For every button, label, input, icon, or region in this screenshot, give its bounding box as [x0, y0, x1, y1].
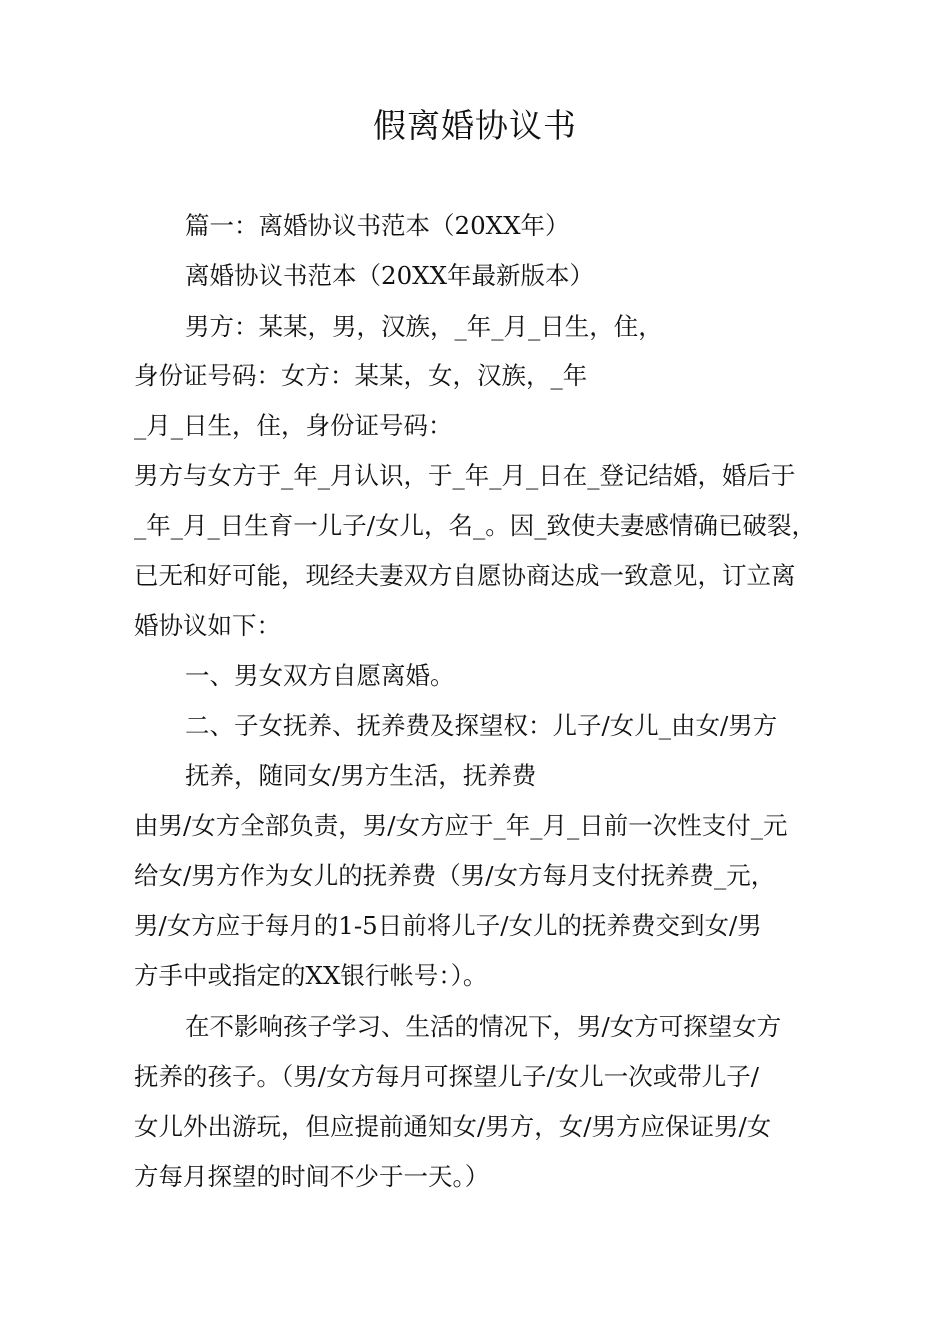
text-line: 身份证号码：女方：某某，女，汉族，_年: [134, 361, 588, 390]
text-line: 男方与女方于_年_月认识，于_年_月_日在_登记结婚，婚后于: [134, 461, 796, 490]
text-line: 男/女方应于每月的1-5日前将儿子/女儿的抚养费交到女/男: [134, 911, 762, 940]
text-line: _年_月_日生育一儿子/女儿，名_。因_致使夫妻感情确已破裂，: [134, 511, 817, 540]
text-line: 在不影响孩子学习、生活的情况下，男/女方可探望女方: [185, 1012, 782, 1041]
text-line: 给女/男方作为女儿的抚养费（男/女方每月支付抚养费_元，: [134, 861, 776, 890]
text-line: 方手中或指定的XX银行帐号：）。: [134, 961, 488, 990]
text-line: 抚养，随同女/男方生活，抚养费: [185, 761, 537, 790]
text-line: 方每月探望的时间不少于一天。）: [134, 1162, 490, 1191]
text-line: 抚养的孩子。（男/女方每月可探望儿子/女儿一次或带儿子/: [134, 1062, 760, 1091]
text-line: 一、男女双方自愿离婚。: [185, 661, 455, 690]
text-line: 婚协议如下：: [134, 611, 281, 640]
text-line: 男方：某某，男，汉族，_年_月_日生，住，: [185, 312, 663, 341]
text-line: 由男/女方全部负责，男/女方应于_年_月_日前一次性支付_元: [134, 811, 788, 840]
document-title: 假离婚协议书: [373, 106, 577, 145]
text-line: 女儿外出游玩，但应提前通知女/男方，女/男方应保证男/女: [134, 1112, 772, 1141]
text-line: _月_日生，住，身份证号码：: [134, 411, 453, 440]
text-line: 离婚协议书范本（20XX年最新版本）: [185, 261, 595, 290]
text-line: 已无和好可能，现经夫妻双方自愿协商达成一致意见，订立离: [134, 561, 796, 590]
text-line: 二、子女抚养、抚养费及探望权：儿子/女儿_由女/男方: [185, 711, 778, 740]
text-line: 篇一：离婚协议书范本（20XX年）: [185, 211, 570, 240]
